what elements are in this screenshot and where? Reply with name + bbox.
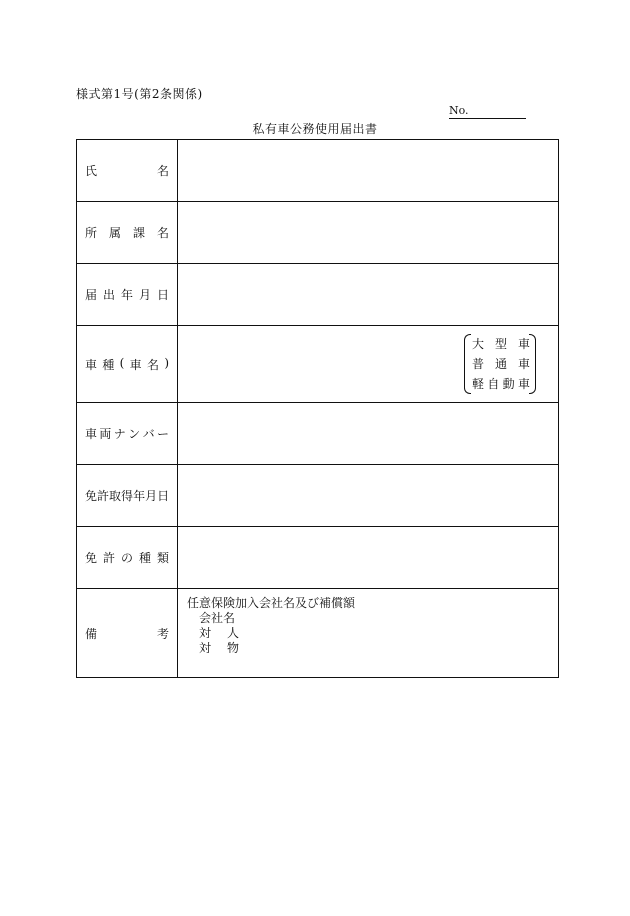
form-reference: 様式第1号(第2条関係): [76, 87, 203, 101]
label-plate: [77, 403, 178, 465]
vehicle-type-input-cell[interactable]: [178, 326, 559, 403]
label-char: 年: [133, 489, 146, 503]
label-char: 名: [156, 164, 169, 178]
row-vehicle-type: [77, 326, 559, 403]
coverage-property-label: 対 物: [199, 641, 240, 655]
label-char: 取: [109, 489, 122, 503]
label-char: 許: [97, 489, 110, 503]
label-char: ー: [156, 427, 169, 441]
insurance-heading: 任意保険加入会社名及び補償額: [187, 596, 356, 610]
label-remarks: [77, 589, 178, 678]
label-char: 考: [156, 626, 169, 641]
license-type-input-cell[interactable]: [178, 527, 559, 589]
label-char: 得: [121, 489, 134, 503]
label-name: [77, 140, 178, 202]
row-department: [77, 202, 559, 264]
label-char: 日: [157, 489, 170, 503]
row-date: [77, 264, 559, 326]
remarks-text: [187, 596, 355, 656]
bracket-right: [529, 334, 536, 394]
label-char: 氏: [85, 164, 98, 178]
option-large-vehicle[interactable]: 大 型 車: [472, 337, 530, 351]
plate-input-cell[interactable]: [178, 403, 559, 465]
option-light-vehicle[interactable]: 軽 自 動 車: [472, 377, 530, 391]
bracket-left: [464, 334, 471, 394]
label-char: 課: [132, 226, 145, 240]
coverage-person-label: 対 人: [199, 626, 240, 640]
label-date: [77, 264, 178, 326]
label-char: 免: [85, 551, 98, 565]
label-char: バ: [142, 427, 155, 441]
label-char: 備: [85, 626, 98, 641]
label-char: 日: [156, 288, 169, 302]
label-char: 名: [146, 357, 159, 372]
date-input-cell[interactable]: [178, 264, 559, 326]
row-remarks: [77, 589, 559, 678]
label-char: ン: [128, 427, 141, 441]
label-char: 両: [99, 427, 112, 441]
label-char: 年: [120, 288, 133, 302]
row-license-type: [77, 527, 559, 589]
vehicle-class-options: [464, 334, 536, 394]
row-license-date: [77, 465, 559, 527]
label-char: の: [120, 551, 133, 565]
name-input-cell[interactable]: [178, 140, 559, 202]
row-plate: [77, 403, 559, 465]
label-char: 類: [156, 551, 169, 565]
department-input-cell[interactable]: [178, 202, 559, 264]
number-field[interactable]: [449, 104, 526, 119]
label-department: [77, 202, 178, 264]
label-char: ): [164, 355, 169, 370]
label-char: 月: [145, 489, 158, 503]
label-char: (: [119, 355, 125, 370]
license-date-input-cell[interactable]: [178, 465, 559, 527]
row-name: [77, 140, 559, 202]
label-vehicle-type: [77, 326, 178, 403]
label-char: ナ: [113, 427, 126, 441]
insurance-company-label: 会社名: [199, 611, 236, 625]
label-char: 車: [129, 357, 142, 372]
label-char: 種: [102, 357, 115, 372]
number-label: No.: [449, 104, 469, 117]
label-char: 名: [156, 226, 169, 240]
label-char: 許: [102, 551, 115, 565]
label-char: 届: [85, 288, 98, 302]
label-char: 出: [102, 288, 115, 302]
label-char: 月: [138, 288, 151, 302]
label-char: 車: [85, 357, 98, 372]
label-char: 属: [108, 226, 121, 240]
label-char: 車: [85, 427, 98, 441]
label-license-date: [77, 465, 178, 527]
label-char: 所: [85, 226, 98, 240]
label-char: 種: [138, 551, 151, 565]
label-license-type: [77, 527, 178, 589]
document-title: 私有車公務使用届出書: [252, 122, 378, 136]
remarks-input-cell[interactable]: [178, 589, 559, 678]
application-form-table: [76, 139, 559, 678]
label-char: 免: [85, 489, 98, 503]
option-regular-vehicle[interactable]: 普 通 車: [472, 357, 530, 371]
